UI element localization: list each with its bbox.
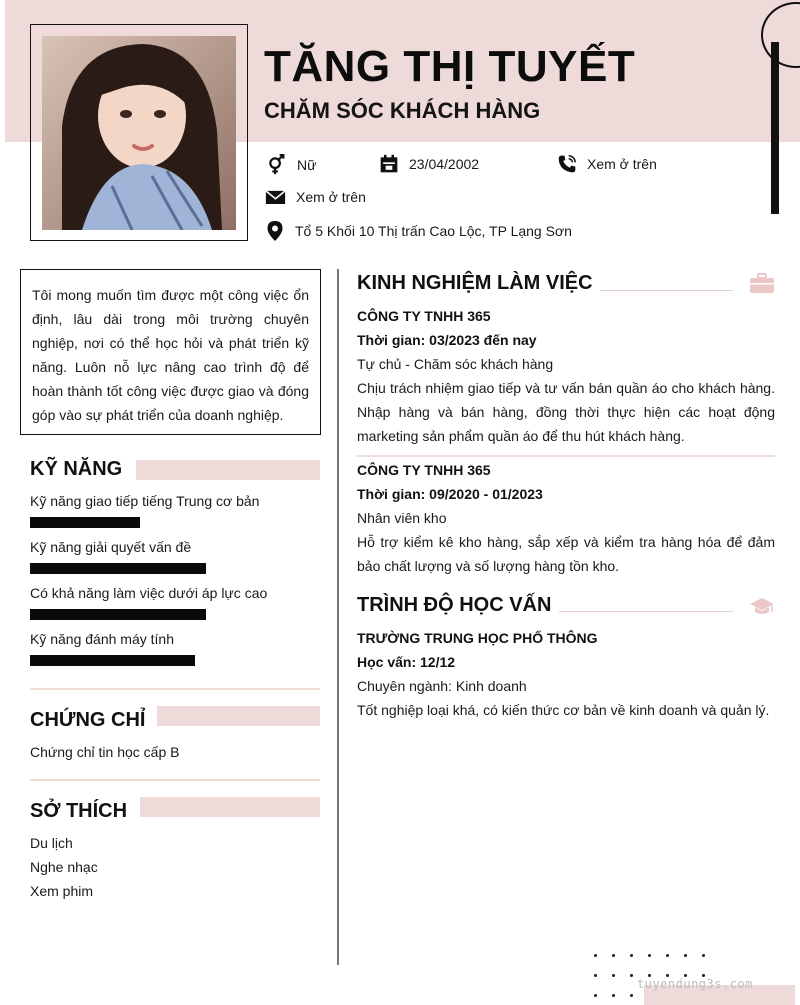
career-objective: Tôi mong muốn tìm được một công việc ổn định, lâu dài trong môi trường chuyên nghiệp, nơi có thể học hỏi và phát triển kỹ năng. Luôn nỗ lực nâng cao trình độ để hoàn thành tốt công việc được giao và đóng góp vào sự phát triển của doanh nghiệp. <box>20 269 321 435</box>
certificates-title-bar <box>157 706 320 726</box>
skill-bar-fill <box>30 563 206 574</box>
job-description: Chịu trách nhiệm giao tiếp và tư vấn bán quần áo cho khách hàng. Nhập hàng và bán hàng, đồng thời thực hiện các hoạt động marketing sản phẩm quần áo để thu hút khách hàng. <box>357 380 775 444</box>
hobby-item: Nghe nhạc <box>30 859 98 875</box>
education-major: Chuyên ngành: Kinh doanh <box>357 678 527 694</box>
decorative-dot <box>702 954 705 957</box>
job-position: Nhân viên kho <box>357 510 447 526</box>
skill-bar-fill <box>30 517 140 528</box>
hobby-item: Xem phim <box>30 883 94 899</box>
skill-bar <box>30 609 206 620</box>
skill-bar <box>30 655 206 666</box>
experience-title-line <box>600 290 733 291</box>
email-icon <box>265 187 286 207</box>
avatar <box>42 36 236 230</box>
watermark: tuyendung3s.com <box>637 977 753 991</box>
decorative-dot <box>612 994 615 997</box>
job-time: Thời gian: 09/2020 - 01/2023 <box>357 486 543 502</box>
decorative-dot <box>648 954 651 957</box>
column-divider <box>337 269 339 965</box>
graduation-cap-icon <box>749 596 775 616</box>
hobbies-title: SỞ THÍCH <box>30 800 128 822</box>
skills-title-bar <box>136 460 320 480</box>
phone-icon <box>557 154 577 174</box>
calendar-icon <box>379 154 399 174</box>
decorative-dot <box>684 954 687 957</box>
section-divider <box>30 688 320 690</box>
skill-label: Kỹ năng giải quyết vấn đề <box>30 539 192 555</box>
job-position: Tự chủ - Chăm sóc khách hàng <box>357 356 554 372</box>
decorative-dot <box>612 974 615 977</box>
skill-label: Kỹ năng giao tiếp tiếng Trung cơ bản <box>30 493 260 509</box>
gender-icon <box>265 154 287 176</box>
briefcase-icon <box>749 273 775 294</box>
decorative-dot <box>594 954 597 957</box>
decorative-dot <box>630 974 633 977</box>
skills-title: KỸ NĂNG <box>30 458 123 480</box>
phone-text: Xem ở trên <box>587 156 657 172</box>
decorative-dot <box>594 994 597 997</box>
email-text: Xem ở trên <box>296 189 366 205</box>
hobby-item: Du lịch <box>30 835 73 851</box>
decorative-dot <box>630 954 633 957</box>
address-text: Tổ 5 Khối 10 Thị trấn Cao Lộc, TP Lạng Sơn <box>295 223 572 239</box>
location-pin-icon <box>265 220 285 242</box>
birthday-row <box>379 154 479 174</box>
education-level: Học vấn: 12/12 <box>357 654 456 670</box>
gender-row <box>265 154 316 176</box>
education-title-line <box>559 611 733 612</box>
skill-label: Kỹ năng đánh máy tính <box>30 631 174 647</box>
skill-bar-fill <box>30 609 206 620</box>
job-divider <box>357 455 775 457</box>
decorative-dot <box>612 954 615 957</box>
skill-label: Có khả năng làm việc dưới áp lực cao <box>30 585 268 601</box>
school-name: TRƯỜNG TRUNG HỌC PHỔ THÔNG <box>357 630 598 646</box>
skill-bar <box>30 517 206 528</box>
candidate-name: TĂNG THỊ TUYẾT <box>264 42 636 91</box>
certificates-title: CHỨNG CHỈ <box>30 709 146 731</box>
address-row <box>265 220 572 242</box>
section-divider <box>30 779 320 781</box>
phone-row <box>557 154 657 174</box>
job-description: Hỗ trợ kiểm kê kho hàng, sắp xếp và kiểm tra hàng hóa để đảm bảo chất lượng và số lượng hàng tồn kho. <box>357 534 775 574</box>
gender-text: Nữ <box>297 157 317 173</box>
skill-bar-fill <box>30 655 195 666</box>
candidate-role: CHĂM SÓC KHÁCH HÀNG <box>264 98 541 123</box>
education-description: Tốt nghiệp loại khá, có kiến thức cơ bản về kinh doanh và quản lý. <box>357 702 770 718</box>
job-company: CÔNG TY TNHH 365 <box>357 462 491 478</box>
decorative-dot <box>666 954 669 957</box>
skill-bar <box>30 563 206 574</box>
email-row <box>265 187 366 207</box>
hobbies-title-bar <box>140 797 320 817</box>
education-title: TRÌNH ĐỘ HỌC VẤN <box>357 594 552 616</box>
experience-title: KINH NGHIỆM LÀM VIỆC <box>357 272 593 294</box>
decorative-bar <box>771 42 779 214</box>
certificate-item: Chứng chỉ tin học cấp B <box>30 744 180 760</box>
decorative-dot <box>594 974 597 977</box>
job-company: CÔNG TY TNHH 365 <box>357 308 491 324</box>
birthday-text: 23/04/2002 <box>409 156 480 172</box>
decorative-dot <box>630 994 633 997</box>
job-time: Thời gian: 03/2023 đến nay <box>357 332 537 348</box>
